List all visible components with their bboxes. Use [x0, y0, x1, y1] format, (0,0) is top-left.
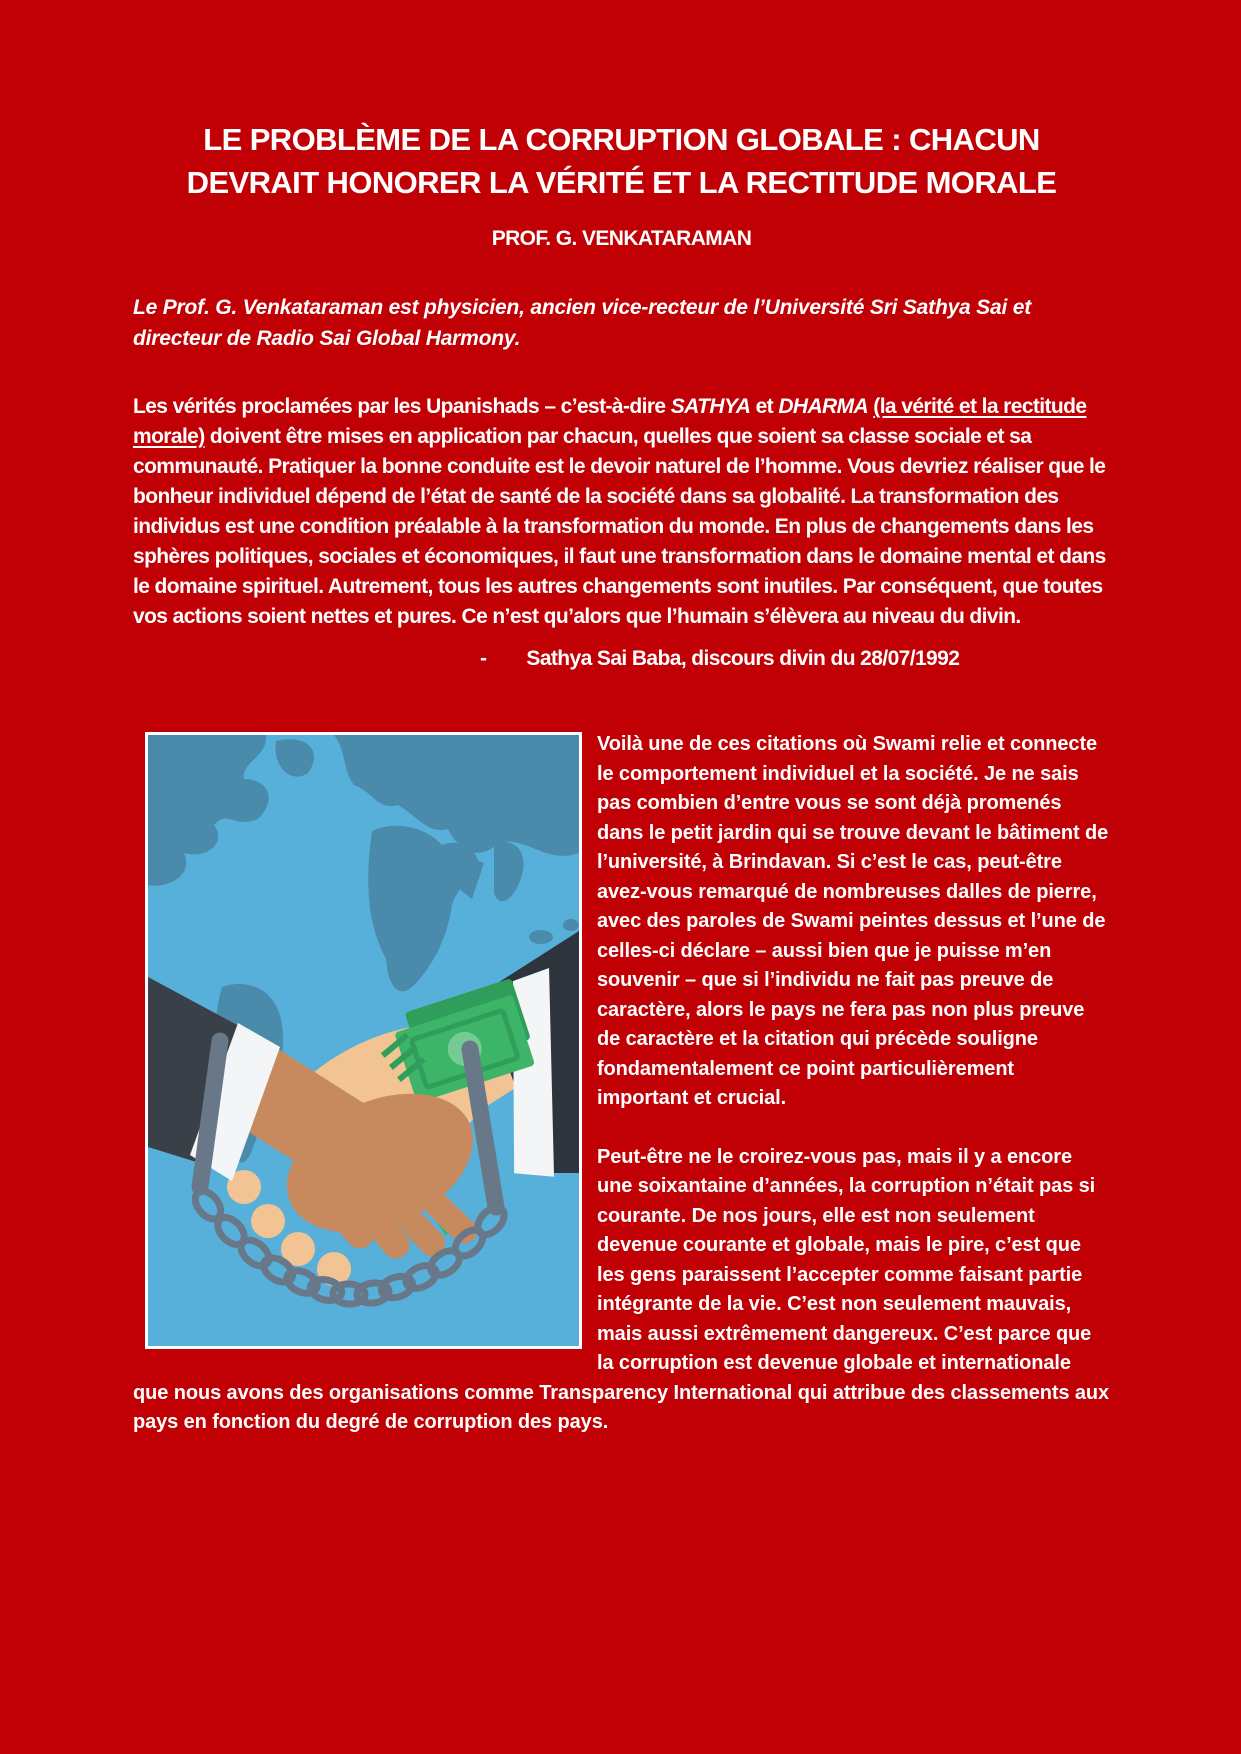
quote-segment: doivent être mises en application par chacun, quelles que soient sa classe sociale et sa communauté. Pratiquer la bonne conduite est le devoir naturel de l’homme. Vous devriez réaliser que le bonheur individuel dépend de l’état de santé de la société dans sa globalité. La transformation des individus est une condition préalable à la transformation du monde. En plus de changements dans les sphères politiques, sociales et économiques, il faut une transformation dans le domaine mental et dans le domaine spirituel. Autrement, tous les autres changements sont inutiles. Par conséquent, que toutes vos actions soient nettes et pures. Ce n’est qu’alors que l’humain s’élèvera au niveau du divin. [133, 425, 1106, 628]
quote-segment: Les vérités proclamées par les Upanishads – c’est-à-dire [133, 395, 671, 418]
corruption-handshake-illustration [148, 735, 579, 1346]
quote-attribution [133, 644, 1110, 674]
body-paragraph-1: Voilà une de ces citations où Swami relie et connecte le comportement individuel et la société. Je ne sais pas combien d’entre vous se sont déjà promenés dans le petit jardin qui se trouve devant le bâtiment de l’université, à Brindavan. Si c’est le cas, peut-être avez-vous remarqué de nombreuses dalles de pierre, avec des paroles de Swami peintes dessus et l’une de celles-ci déclare – aussi bien que je puisse m’en souvenir – que si l’individu ne fait pas preuve de caractère, alors le pays ne fera pas non plus preuve de caractère et la citation qui précède souligne fondamentalement ce point particulièrement important et crucial. [597, 733, 1109, 1109]
quote-underlined-segment: (la vérité et la rectitude morale) [133, 395, 1087, 448]
body-paragraph-2: Peut-être ne le croirez-vous pas, mais il y a encore une soixantaine d’années, la corruption n’était pas si courante. De nos jours, elle est non seulement devenue courante et globale, mais le pire, c’est que les gens paraissent l’accepter comme faisant partie intégrante de la vie. C’est non seulement mauvais, mais aussi extrêmement dangereux. C’est parce que la corruption est devenue globale et internationale que nous avons des organisations comme Transparency International qui attribue des classements aux pays en fonction du degré de corruption des pays. [133, 1145, 1110, 1433]
author-bio: Le Prof. G. Venkataraman est physicien, ancien vice-recteur de l’Université Sri Sathya Sai et directeur de Radio Sai Global Harmony. [133, 296, 1031, 350]
attribution-dash: - [480, 647, 487, 670]
article-body [133, 730, 1110, 1467]
quote-paragraph [133, 392, 1110, 632]
attribution-text: Sathya Sai Baba, discours divin du 28/07/1992 [526, 647, 960, 670]
page-title: LE PROBLÈME DE LA CORRUPTION GLOBALE : CHACUN DEVRAIT HONORER LA VÉRITÉ ET LA RECTITUDE MORALE [186, 122, 1057, 200]
quote-term-sathya: SATHYA [670, 395, 751, 418]
article-image [145, 732, 582, 1349]
quote-segment: et [750, 395, 779, 418]
quote-term-dharma: DHARMA [778, 395, 869, 418]
author-name: PROF. G. VENKATARAMAN [491, 227, 752, 250]
